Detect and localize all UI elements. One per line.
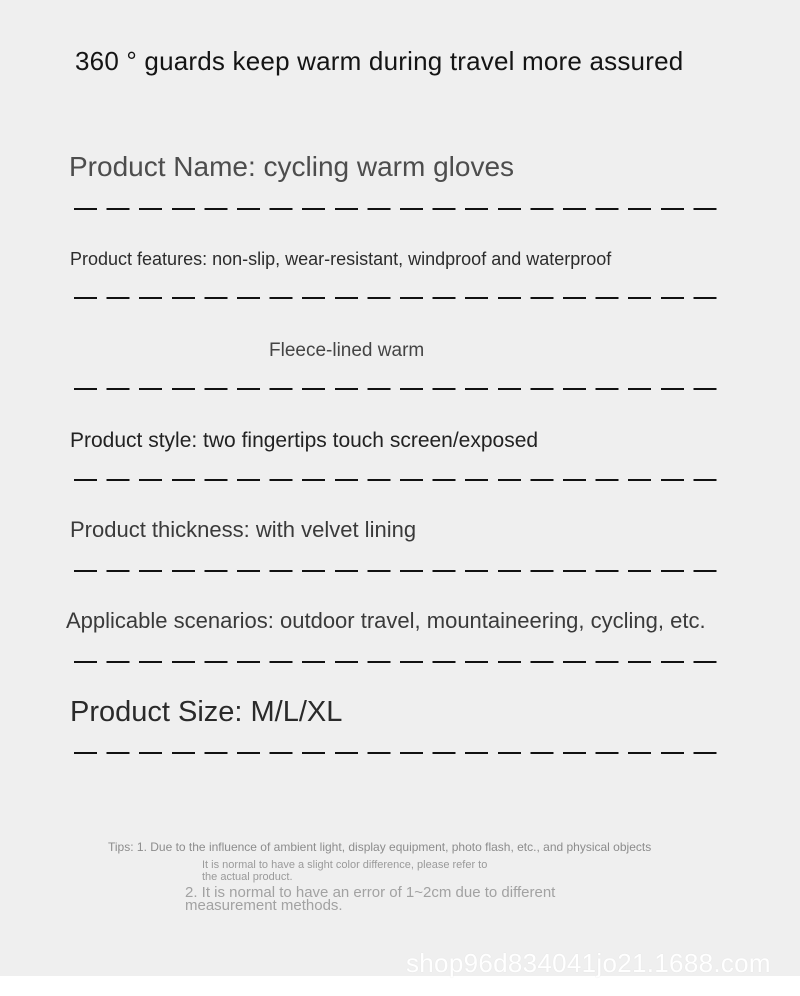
headline: 360 ° guards keep warm during travel more assured (75, 46, 684, 76)
product-size-line: Product Size: M/L/XL (70, 696, 343, 728)
dashed-divider (74, 208, 720, 210)
product-style-line: Product style: two fingertips touch screen/exposed (70, 429, 539, 452)
shop-watermark: shop96d834041jo21.1688.com (406, 948, 771, 978)
tips-line-2a: It is normal to have a slight color difference, please refer to (202, 859, 488, 871)
dashed-divider (74, 661, 720, 663)
dashed-divider (74, 388, 720, 390)
dashed-divider (74, 570, 720, 572)
product-name-line: Product Name: cycling warm gloves (69, 151, 515, 182)
dashed-divider (74, 752, 720, 754)
product-thickness-line: Product thickness: with velvet lining (70, 517, 417, 542)
tips-line-3a: 2. It is normal to have an error of 1~2cm due to different (185, 884, 556, 901)
fleece-lined-line: Fleece-lined warm (269, 340, 425, 361)
dashed-divider (74, 297, 720, 299)
tips-line-2b: the actual product. (202, 871, 293, 883)
dashed-divider (74, 479, 720, 481)
tips-line-1: Tips: 1. Due to the influence of ambient light, display equipment, photo flash, etc., and physical objects (108, 840, 652, 854)
applicable-scenarios-line: Applicable scenarios: outdoor travel, mountaineering, cycling, etc. (66, 608, 706, 633)
tips-line-3b: measurement methods. (185, 897, 343, 914)
product-features-line: Product features: non-slip, wear-resistant, windproof and waterproof (70, 249, 612, 269)
